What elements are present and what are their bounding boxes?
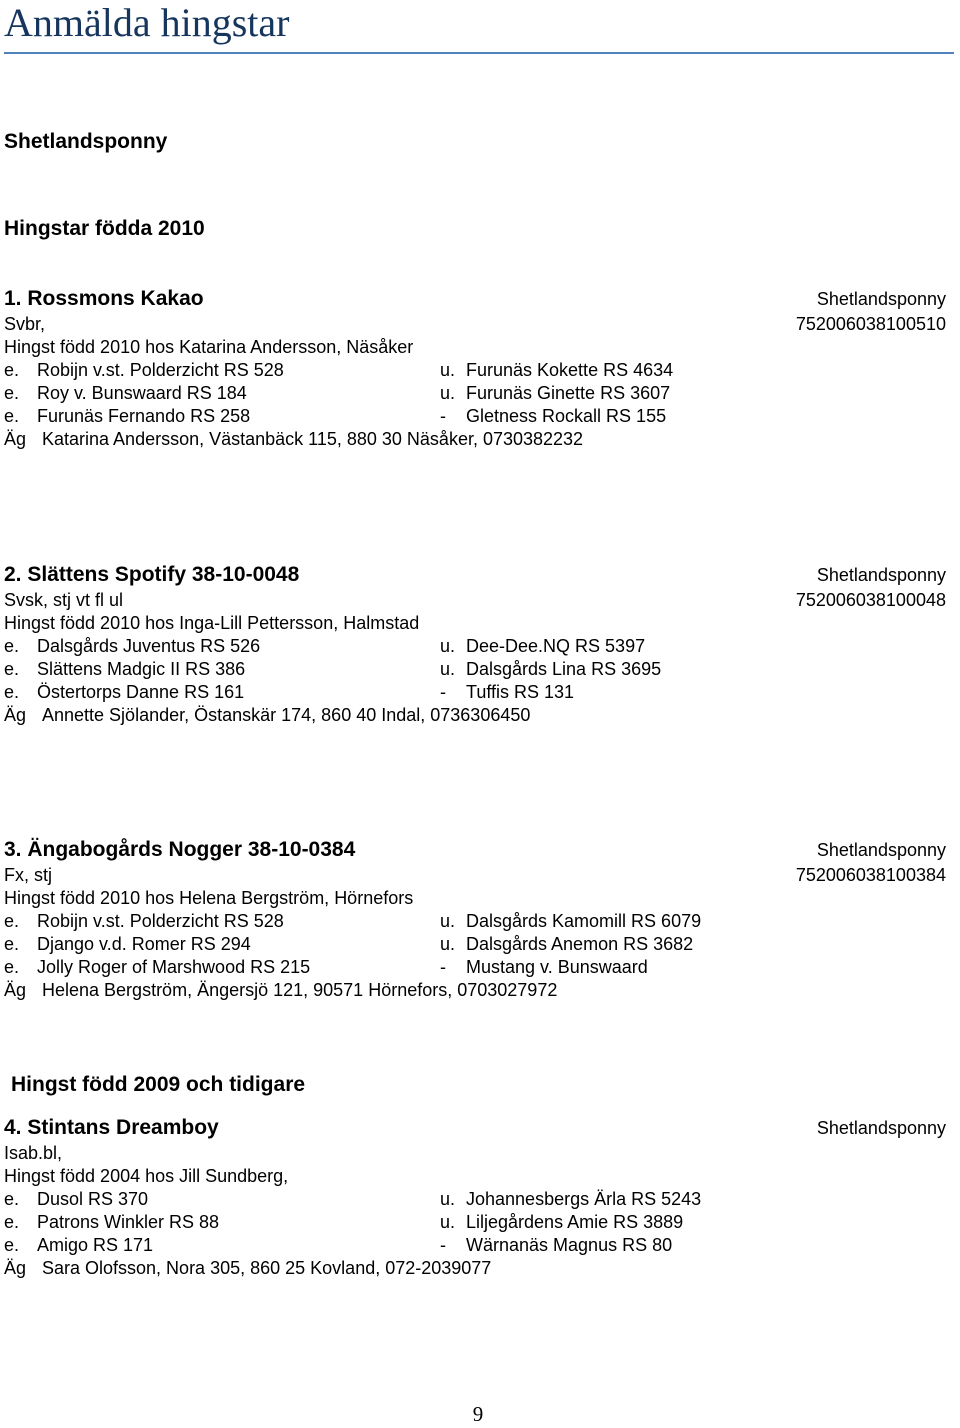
dam-name: Furunäs Kokette RS 4634: [466, 360, 674, 380]
stallion-regno: 752006038100510: [795, 314, 946, 334]
sire-marker: e.: [4, 934, 20, 954]
owner-info: Annette Sjölander, Östanskär 174, 860 40 Indal, 0736306450: [42, 705, 531, 725]
stallion-born: Hingst född 2010 hos Katarina Andersson, Näsåker: [4, 337, 414, 357]
dam-marker: u.: [440, 636, 456, 656]
dam-name: Dalsgårds Kamomill RS 6079: [466, 911, 702, 931]
pedigree-row: [4, 1188, 946, 1211]
stallion-breed: Shetlandsponny: [816, 565, 946, 585]
sire-marker: e.: [4, 1212, 20, 1232]
stallion-color: Isab.bl,: [4, 1143, 63, 1163]
dam-name: Dee-Dee.NQ RS 5397: [466, 636, 646, 656]
dam-marker: u.: [440, 911, 456, 931]
owner-info: Sara Olofsson, Nora 305, 860 25 Kovland, 072-2039077: [42, 1258, 492, 1278]
dam-marker: u.: [440, 934, 456, 954]
dam-marker: u.: [440, 1189, 456, 1209]
dam-name: Tuffis RS 131: [466, 682, 575, 702]
pedigree-row: [4, 681, 946, 704]
sire-marker: e.: [4, 911, 20, 931]
stallion-regno: 752006038100048: [795, 590, 946, 610]
stallion-color: Svsk, stj vt fl ul: [4, 590, 124, 610]
dam-name: Gletness Rockall RS 155: [466, 406, 667, 426]
stallion-born: Hingst född 2010 hos Inga-Lill Pettersson, Halmstad: [4, 613, 420, 633]
sire-name: Slättens Madgic II RS 386: [37, 659, 246, 679]
dam-marker: -: [440, 682, 446, 702]
title-rule: [4, 52, 954, 54]
dam-name: Johannesbergs Ärla RS 5243: [466, 1189, 702, 1209]
stallion-name: 4. Stintans Dreamboy: [4, 1116, 219, 1139]
owner-label: Äg: [4, 980, 27, 1000]
sire-name: Robijn v.st. Polderzicht RS 528: [37, 911, 284, 931]
stallion-color: Fx, stj: [4, 865, 52, 885]
sire-name: Django v.d. Romer RS 294: [37, 934, 251, 954]
stallion-entry: [4, 1114, 946, 1280]
sire-name: Amigo RS 171: [37, 1235, 154, 1255]
sire-name: Patrons Winkler RS 88: [37, 1212, 220, 1232]
sire-marker: e.: [4, 957, 20, 977]
breed-heading: Shetlandsponny: [4, 130, 168, 153]
stallion-breed: Shetlandsponny: [816, 1118, 946, 1138]
sire-name: Dalsgårds Juventus RS 526: [37, 636, 261, 656]
stallion-entry: [4, 836, 946, 1002]
pedigree-row: [4, 933, 946, 956]
dam-marker: u.: [440, 1212, 456, 1232]
stallion-name: 3. Ängabogårds Nogger 38-10-0384: [4, 838, 356, 861]
owner-info: Helena Bergström, Ängersjö 121, 90571 Hörnefors, 0703027972: [42, 980, 558, 1000]
owner-row: [4, 704, 946, 727]
owner-label: Äg: [4, 705, 27, 725]
sire-name: Furunäs Fernando RS 258: [37, 406, 251, 426]
dam-marker: u.: [440, 659, 456, 679]
owner-row: [4, 1257, 946, 1280]
sire-marker: e.: [4, 659, 20, 679]
owner-label: Äg: [4, 429, 27, 449]
pedigree-row: [4, 405, 946, 428]
stallion-name: 2. Slättens Spotify 38-10-0048: [4, 563, 300, 586]
sire-name: Roy v. Bunswaard RS 184: [37, 383, 247, 403]
dam-name: Liljegårdens Amie RS 3889: [466, 1212, 684, 1232]
sire-name: Robijn v.st. Polderzicht RS 528: [37, 360, 284, 380]
dam-marker: -: [440, 957, 446, 977]
owner-label: Äg: [4, 1258, 27, 1278]
stallion-entry: [4, 561, 946, 727]
dam-name: Dalsgårds Anemon RS 3682: [466, 934, 694, 954]
page-title: Anmälda hingstar: [4, 0, 290, 45]
owner-row: [4, 428, 946, 451]
stallion-born: Hingst född 2010 hos Helena Bergström, Hörnefors: [4, 888, 414, 908]
pedigree-row: [4, 382, 946, 405]
pedigree-row: [4, 359, 946, 382]
stallion-breed: Shetlandsponny: [816, 840, 946, 860]
dam-marker: u.: [440, 383, 456, 403]
stallion-regno: 752006038100384: [795, 865, 946, 885]
stallion-breed: Shetlandsponny: [816, 289, 946, 309]
owner-row: [4, 979, 946, 1002]
dam-name: Wärnanäs Magnus RS 80: [466, 1235, 673, 1255]
owner-info: Katarina Andersson, Västanbäck 115, 880 30 Näsåker, 0730382232: [42, 429, 584, 449]
sire-marker: e.: [4, 406, 20, 426]
dam-name: Furunäs Ginette RS 3607: [466, 383, 671, 403]
group-heading-2009: Hingst född 2009 och tidigare: [11, 1073, 306, 1096]
pedigree-row: [4, 956, 946, 979]
sire-marker: e.: [4, 1189, 20, 1209]
pedigree-row: [4, 910, 946, 933]
dam-name: Mustang v. Bunswaard: [466, 957, 648, 977]
sire-marker: e.: [4, 383, 20, 403]
sire-marker: e.: [4, 1235, 20, 1255]
sire-marker: e.: [4, 682, 20, 702]
pedigree-row: [4, 635, 946, 658]
stallion-born: Hingst född 2004 hos Jill Sundberg,: [4, 1166, 289, 1186]
stallion-color: Svbr,: [4, 314, 46, 334]
dam-marker: u.: [440, 360, 456, 380]
pedigree-row: [4, 658, 946, 681]
pedigree-row: [4, 1234, 946, 1257]
sire-name: Östertorps Danne RS 161: [37, 682, 245, 702]
page-number: 9: [472, 1402, 484, 1426]
pedigree-row: [4, 1211, 946, 1234]
dam-name: Dalsgårds Lina RS 3695: [466, 659, 662, 679]
sire-marker: e.: [4, 636, 20, 656]
group-heading-2010: Hingstar födda 2010: [4, 217, 205, 240]
sire-name: Dusol RS 370: [37, 1189, 149, 1209]
sire-marker: e.: [4, 360, 20, 380]
stallion-entry: [4, 285, 946, 451]
stallion-name: 1. Rossmons Kakao: [4, 287, 204, 310]
dam-marker: -: [440, 1235, 446, 1255]
dam-marker: -: [440, 406, 446, 426]
sire-name: Jolly Roger of Marshwood RS 215: [37, 957, 311, 977]
